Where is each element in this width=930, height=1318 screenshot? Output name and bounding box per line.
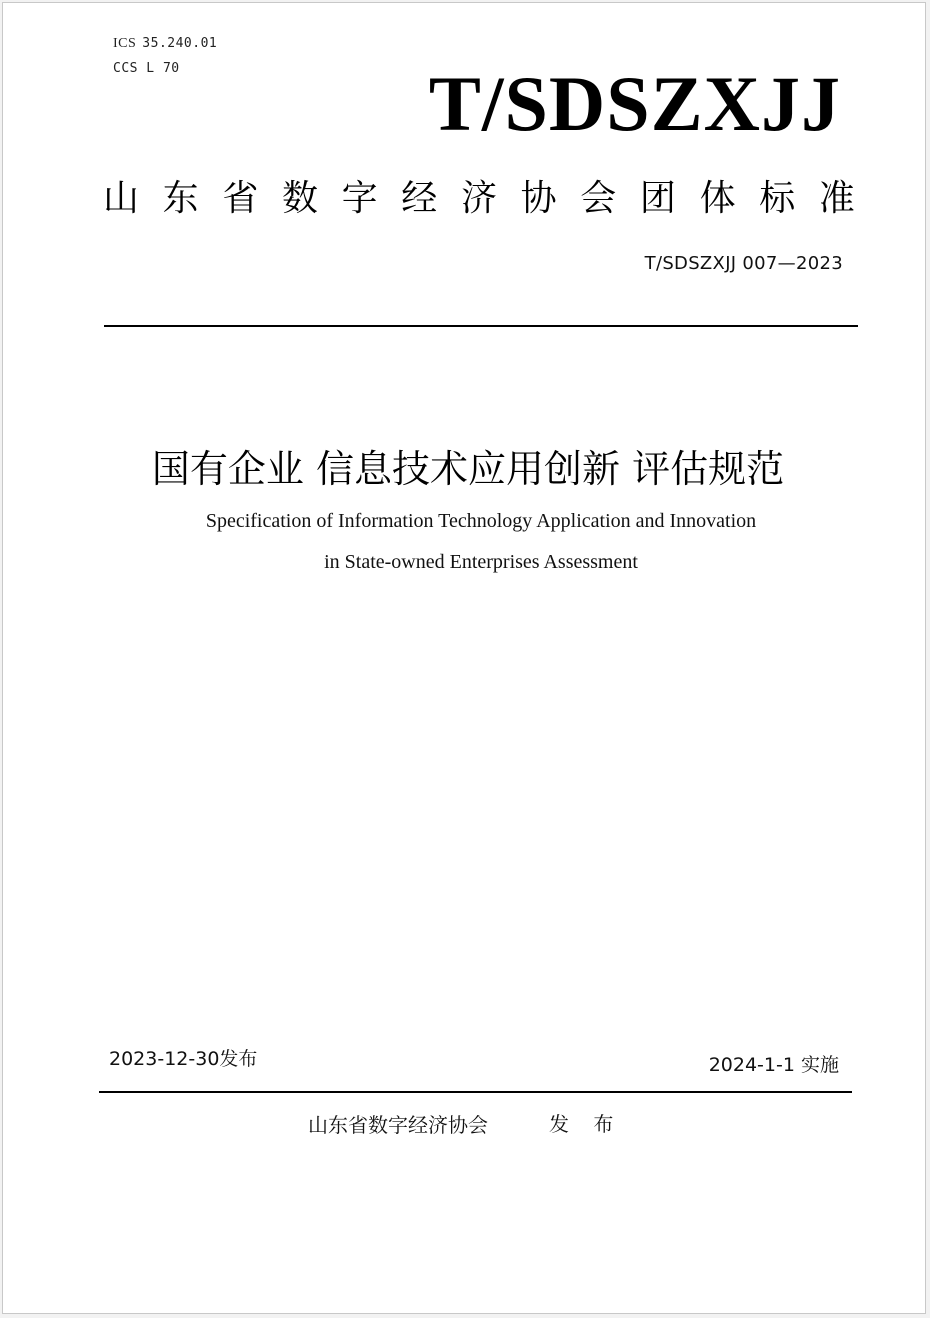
standard-number: T/SDSZXJJ 007—2023 (644, 253, 843, 274)
ics-value: 35.240.01 (142, 36, 218, 51)
ics-label: ICS (113, 36, 137, 51)
org-standard-char: 济 (460, 178, 497, 219)
org-standard-char: 数 (281, 178, 318, 219)
publisher-name: 山东省数字经济协会 (308, 1113, 488, 1137)
top-divider (104, 325, 858, 327)
ccs-code: CCS L 70 (113, 61, 180, 76)
publish-date: 2023-12-30发布 (109, 1048, 258, 1070)
org-standard-char: 体 (699, 178, 736, 219)
org-standard-char: 经 (401, 178, 438, 219)
org-standard-char: 会 (580, 178, 617, 219)
org-standard-char: 省 (222, 178, 259, 219)
org-standard-char: 标 (759, 178, 796, 219)
org-standard-char: 准 (818, 178, 855, 219)
org-standard-char: 山 (103, 178, 140, 219)
document-page (2, 2, 926, 1314)
document-title-chinese: 国有企业 信息技术应用创新 评估规范 (151, 447, 785, 491)
org-standard-char: 团 (639, 178, 676, 219)
document-title-english-line1: Specification of Information Technology Application and Innovation (205, 510, 757, 532)
publish-label: 发 布 (549, 1112, 623, 1136)
document-title-english-line2: in State-owned Enterprises Assessment (324, 551, 638, 573)
organization-standard-title (103, 178, 855, 219)
implementation-date: 2024-1-1 实施 (708, 1054, 839, 1076)
org-standard-char: 东 (162, 178, 199, 219)
standard-code-heading: T/SDSZXJJ (428, 60, 841, 147)
org-standard-char: 协 (520, 178, 557, 219)
bottom-divider (99, 1091, 852, 1093)
org-standard-char: 字 (341, 178, 378, 219)
ics-code (113, 36, 217, 52)
